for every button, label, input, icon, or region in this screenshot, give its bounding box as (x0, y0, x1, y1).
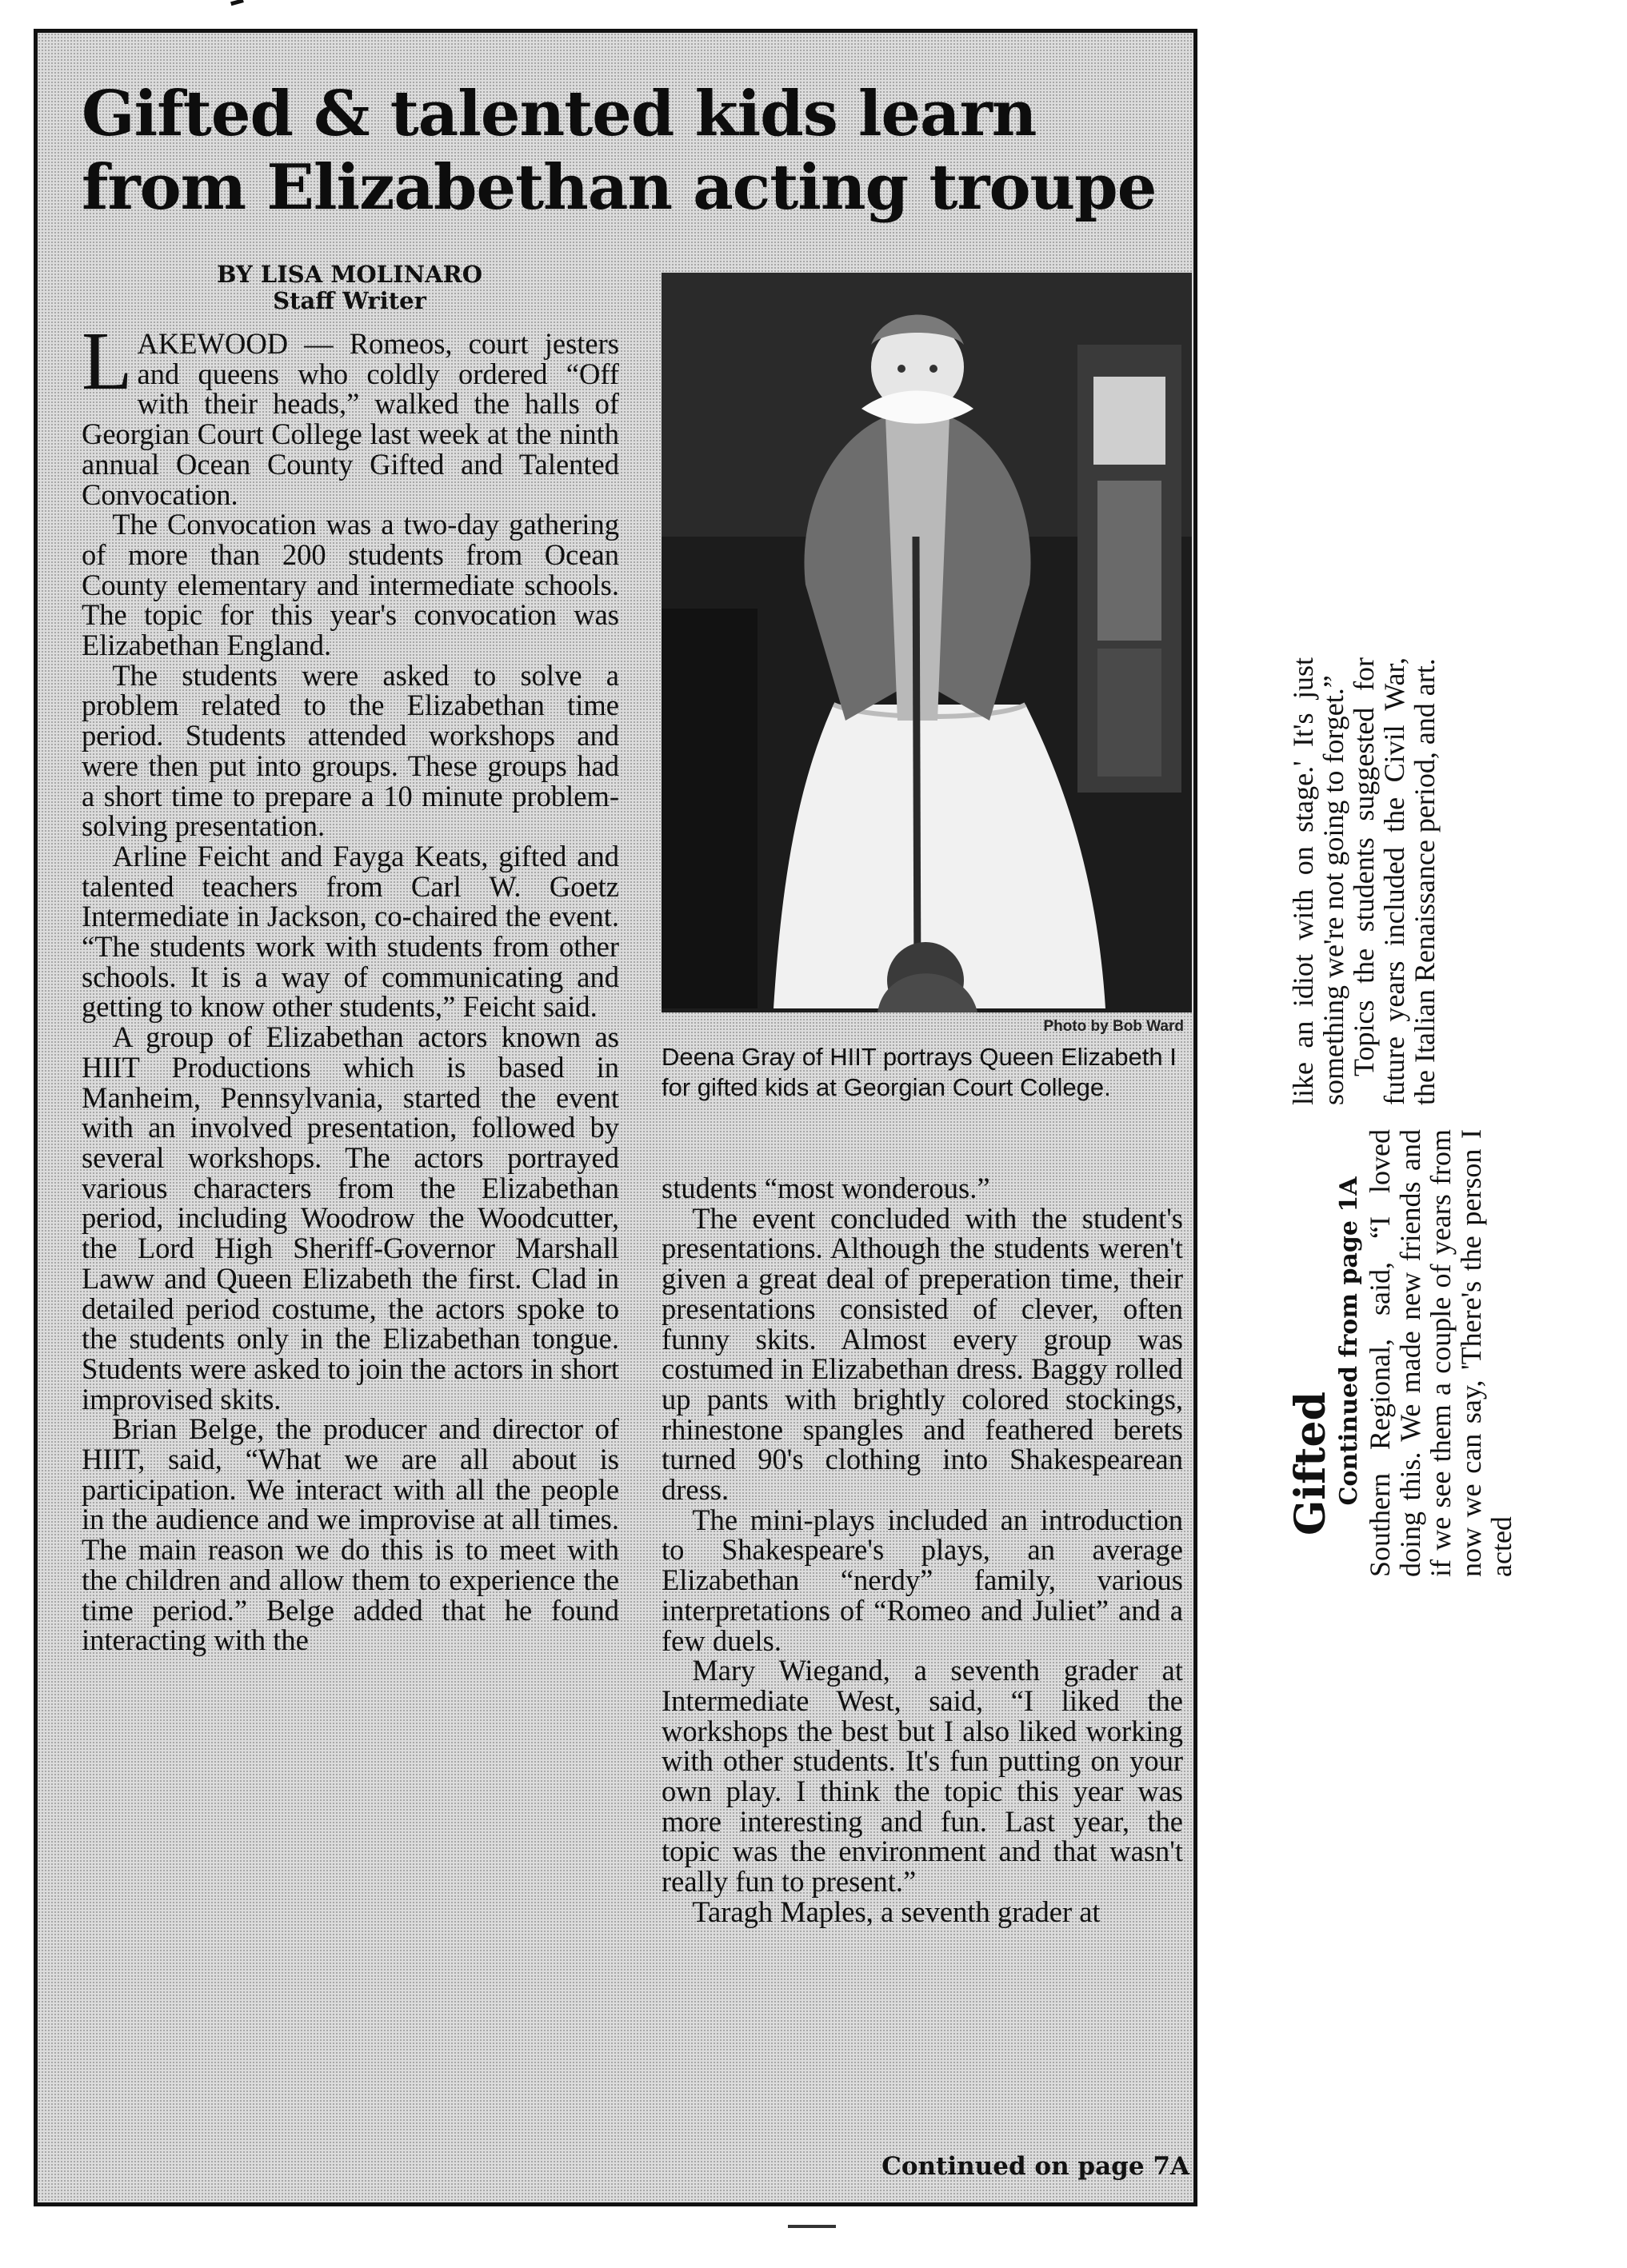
jump-paragraph: Topics the students suggested for future years included the Civil War, the Italian Renaissance period, and art. (1348, 657, 1441, 1105)
byline-name: BY LISA MOLINARO (217, 261, 482, 288)
photo-credit: Photo by Bob Ward (1043, 1018, 1184, 1035)
article-paragraph: Arline Feicht and Fayga Keats, gifted and talented teachers from Carl W. Goetz Intermediate in Jackson, co-chaired the event. “The students work with students from other schools. It is a way of communicating and getting to know other students,” Feicht said. (82, 839, 619, 1024)
photo-queen-elizabeth (662, 273, 1192, 1012)
scan-mark-bottom (788, 2225, 836, 2228)
drop-cap: L (82, 315, 133, 407)
continued-from-label: Continued from page 1A (1335, 1176, 1363, 1506)
photo-caption: Deena Gray of HIIT portrays Queen Elizabeth I for gifted kids at Georgian Court College. (662, 1043, 1177, 1101)
article-paragraph: students “most wonderous.” (662, 1172, 990, 1204)
photo-illustration (662, 273, 1192, 1012)
article-paragraph: The mini-plays included an introduction to Shakespeare's plays, an average Elizabethan “nerdy” family, various interpretations of “Romeo and Juliet” and a few duels. (662, 1503, 1183, 1657)
article-paragraph: Mary Wiegand, a seventh grader at Intermediate West, said, “I liked the workshops the best but I also liked working with other students. It's fun putting on your own play. I think the topic this year was more interesting and fun. Last year, the topic was the environment and that wasn't really fun to present.” (662, 1654, 1183, 1899)
jump-clipping-rotated (1288, 633, 1598, 1577)
article-paragraph: A group of Elizabethan actors known as HIIT Productions which is based in Manheim, Pennsylvania, started the event with an involved presentation, followed by several workshops. The actors portrayed various characters from the Elizabethan period, including Woodrow the Woodcutter, the Lord High Sheriff-Governor Marshall Laww and Queen Elizabeth the first. Clad in detailed period costume, the actors spoke to the students only in the Elizabethan tongue. Students were asked to join the actors in short improvised skits. (82, 1020, 619, 1416)
article-paragraph: The event concluded with the student's presentations. Although the students weren't given a great deal of preperation time, their presentations consisted of clever, often funny skits. Almost every group was costumed in Elizabethan dress. Baggy rolled up pants with brightly colored stockings, rhinestone spangles and feathered berets turned 90's clothing into Shakespearean dress. (662, 1201, 1183, 1507)
lead-paragraph (82, 315, 619, 511)
jump-paragraph: like an idiot with on stage.' It's just something we're not going to forget.” (1287, 657, 1349, 1105)
continued-on-label: Continued on page 7A (881, 2152, 1189, 2181)
jump-paragraph: Southern Regional, said, “I loved doing this. We made new friends and if we see them a couple of years from now we can say, 'There's the person I acted (1364, 1129, 1517, 1577)
byline (158, 262, 542, 314)
jump-heading: Gifted (1286, 1392, 1335, 1535)
article-paragraph: The Convocation was a two-day gathering of more than 200 students from Ocean County elementary and intermediate schools. The topic for this year's convocation was Elizabethan England. (82, 508, 619, 662)
article-paragraph: Brian Belge, the producer and director of HIIT, said, “What we are all about is participation. We interact with all the people in the audience and we improvise at all times. The main reason we do this is to meet with the children and allow them to experience the time period.” Belge added that he found interacting with the (82, 1412, 619, 1657)
newspaper-clipping (34, 29, 1197, 2206)
headline: Gifted & talented kids learn from Elizabethan acting troupe (82, 78, 1157, 224)
lead-paragraph-text: AKEWOOD — Romeos, court jesters and queens who coldly ordered “Off with their heads,” walked the halls of Georgian Court College last week at the ninth annual Ocean County Gifted and Talented Convocation. (82, 327, 619, 511)
scan-mark-top (230, 0, 246, 15)
jump-column-1 (1288, 1129, 1517, 1577)
jump-column-2 (1288, 657, 1440, 1105)
article-paragraph: The students were asked to solve a problem related to the Elizabethan time period. Students attended workshops and were then put into groups. These groups had a short time to prepare a 10 minute problem-solving presentation. (82, 658, 619, 843)
article-paragraph: Taragh Maples, a seventh grader at (692, 1895, 1101, 1928)
article-column-2 (662, 1173, 1183, 1927)
byline-title: Staff Writer (273, 287, 426, 314)
article-column-1 (82, 315, 619, 1657)
